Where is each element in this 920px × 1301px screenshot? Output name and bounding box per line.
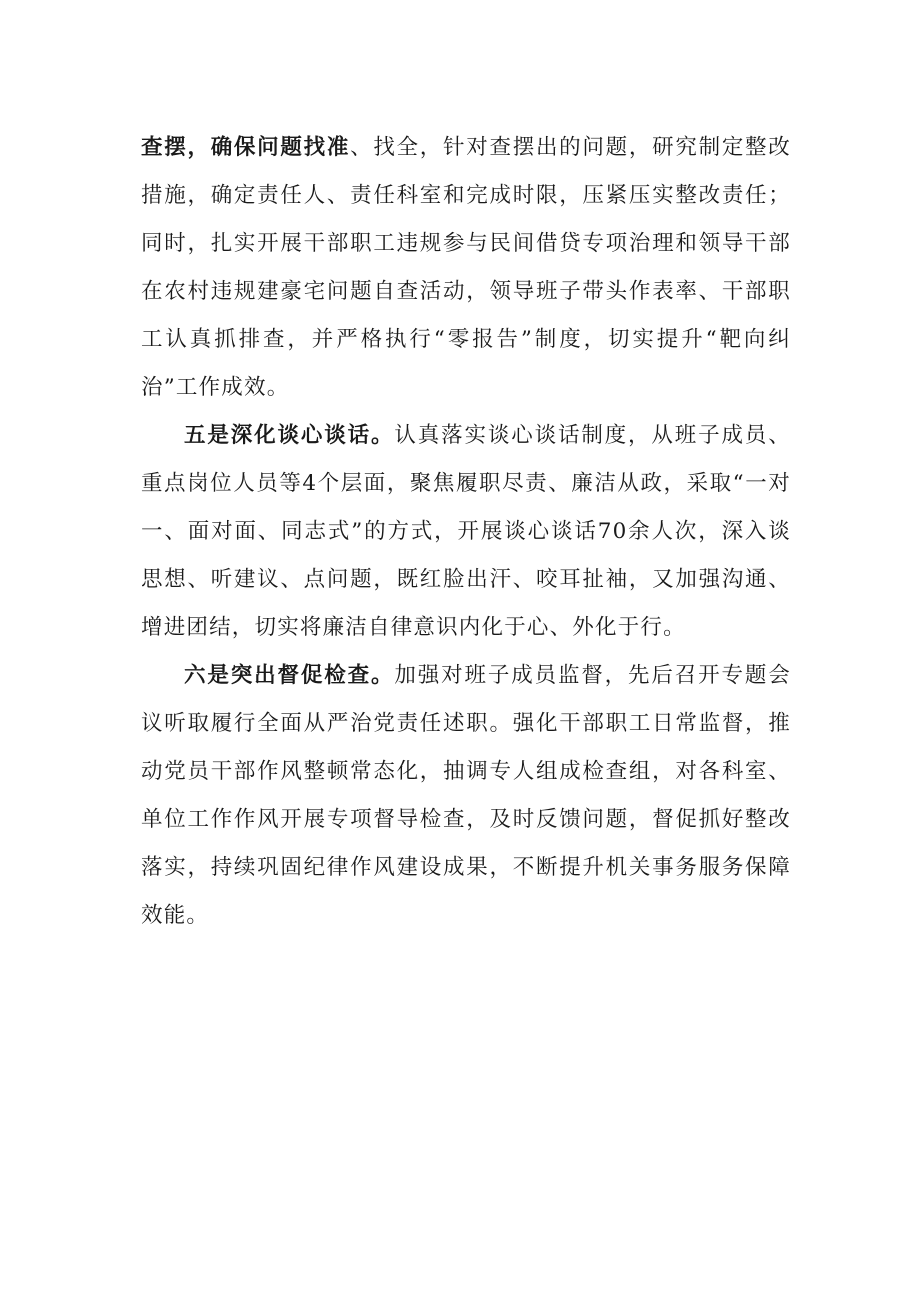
paragraph-five — [141, 412, 791, 652]
paragraph-continuation — [141, 124, 791, 412]
paragraph-lead: 查摆，确保问题找准 — [141, 135, 351, 160]
paragraph-text: 认真落实谈心谈话制度，从班子成员、重点岗位人员等4个层面，聚焦履职尽责、廉洁从政，采取“一对一、面对面、同志式”的方式，开展谈心谈话70余人次，深入谈思想、听建议、点问题，既红脸出汗、咬耳扯袖，又加强沟通、增进团结，切实将廉洁自律意识内化于心、外化于行。 — [141, 423, 791, 640]
paragraph-text: 、找全，针对查摆出的问题，研究制定整改措施，确定责任人、责任科室和完成时限，压紧压实整改责任；同时，扎实开展干部职工违规参与民间借贷专项治理和领导干部在农村违规建豪宅问题自查活动，领导班子带头作表率、干部职工认真抓排查，并严格执行“零报告”制度，切实提升“靶向纠治”工作成效。 — [141, 135, 791, 400]
paragraph-text: 加强对班子成员监督，先后召开专题会议听取履行全面从严治党责任述职。强化干部职工日常监督，推动党员干部作风整顿常态化，抽调专人组成检查组，对各科室、单位工作作风开展专项督导检查，及时反馈问题，督促抓好整改落实，持续巩固纪律作风建设成果，不断提升机关事务服务保障效能。 — [141, 663, 791, 928]
paragraph-heading: 六是突出督促检查。 — [184, 663, 395, 688]
paragraph-heading: 五是深化谈心谈话。 — [184, 423, 395, 448]
document-body — [141, 124, 791, 940]
paragraph-six — [141, 652, 791, 940]
